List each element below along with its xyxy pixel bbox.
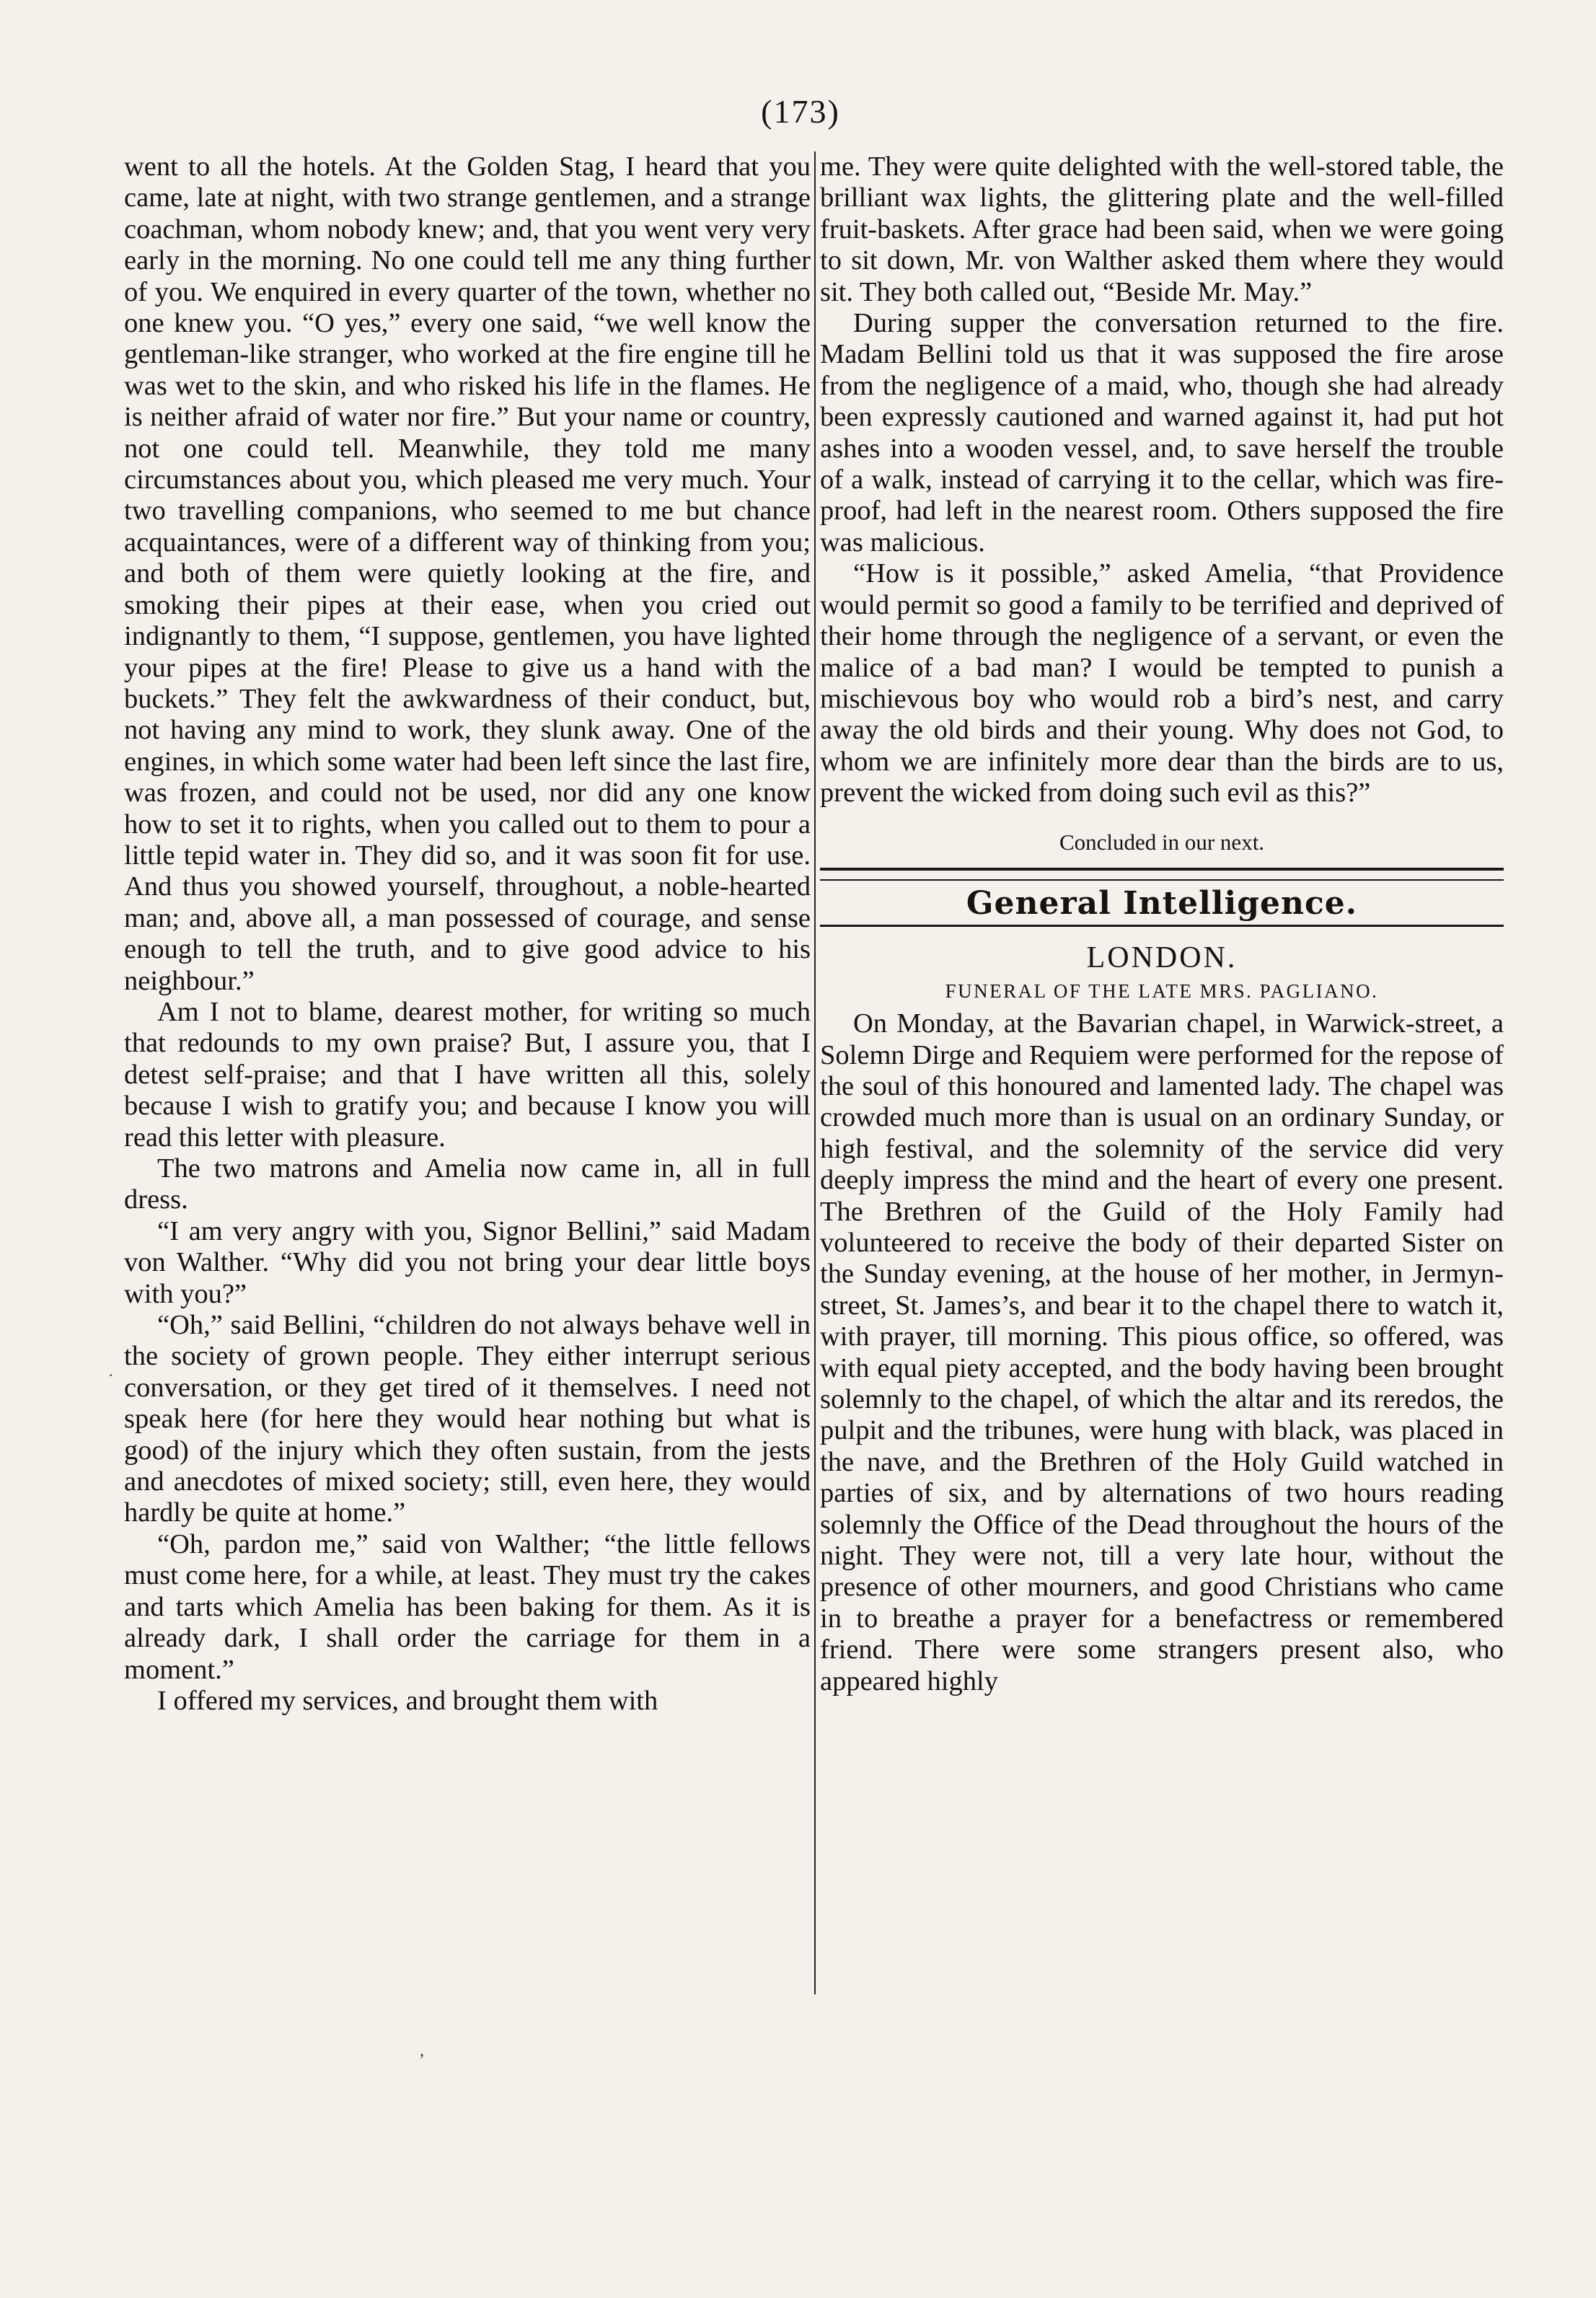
heading-rule (820, 925, 1504, 927)
left-paragraph-6: “Oh, pardon me,” said von Walther; “the little fellows must come here, for a while, at least. They must try the cakes and tarts which Amelia has been baking for them. As it is already dark, I shall order the carriage for them in a moment.” (124, 1528, 811, 1685)
article-paragraph: On Monday, at the Bavarian chapel, in Warwick-street, a Solemn Dirge and Requiem were performed for the repose of the soul of this honoured and lamented lady. The chapel was crowded much more than is usual on an ordinary Sunday, or high festival, and the solemnity of the service did very deeply impress the mind and the heart of every one present. The Brethren of the Guild of the Holy Family had volunteered to receive the body of their departed Sister on the Sunday evening, at the house of her mother, in Jermyn-street, St. James’s, and bear it to the chapel there to watch it, with prayer, till morning. This pious office, so offered, was with equal piety accepted, and the body having been brought solemnly to the chapel, of which the altar and its reredos, the pulpit and the tribunes, were hung with black, was placed in the nave, and the Brethren of the Holy Guild watched in parties of six, and by alternations of two hours reading solemnly the Office of the Dead throughout the hours of the night. They were not, till a very late hour, without the presence of other mourners, and good Christians who came in to breathe a prayer for a benefactress or remembered friend. There were some strangers present also, who appeared highly (820, 1008, 1504, 1696)
concluded-note: Concluded in our next. (1059, 829, 1265, 855)
section-heading: General Intelligence. (966, 884, 1358, 922)
left-paragraph-2: Am I not to blame, dearest mother, for writing so much that redounds to my own praise? But, I assure you, that I detest self-praise; and that I have written all this, solely because I wish to gratify you; and because I know you will read this letter with pleasure. (124, 996, 811, 1153)
right-column (820, 151, 1504, 1697)
margin-dot: · (108, 1366, 114, 1384)
city-heading: LONDON. (1086, 941, 1238, 975)
column-divider (814, 151, 816, 1994)
right-paragraph-2: During supper the conversation returned to the fire. Madam Bellini told us that it was supposed the fire arose from the negligence of a maid, who, though she had already been expressly cautioned and warned against it, had put hot ashes into a wooden vessel, and, to save herself the trouble of a walk, instead of carrying it to the cellar, which was fire-proof, had left in the nearest room. Others supposed the fire was malicious. (820, 308, 1504, 558)
left-column (124, 151, 811, 1717)
page-number: (173) (761, 93, 840, 130)
left-paragraph-3: The two matrons and Amelia now came in, all in full dress. (124, 1153, 811, 1215)
article-subhead: FUNERAL OF THE LATE MRS. PAGLIANO. (945, 979, 1379, 1002)
section-rule (820, 868, 1504, 881)
left-paragraph-1: went to all the hotels. At the Golden Stag, I heard that you came, late at night, with two strange gentlemen, and a strange coachman, whom nobody knew; and, that you went very very early in the morning. No one could tell me any thing further of you. We enquired in every quarter of the town, whether no one knew you. “O yes,” every one said, “we well know the gentleman-like stranger, who worked at the fire engine till he was wet to the skin, and who risked his life in the flames. He is neither afraid of water nor fire.” But your name or country, not one could tell. Meanwhile, they told me many circumstances about you, which pleased me very much. Your two travelling companions, who seemed to me but chance acquaintances, were of a different way of thinking from you; and both of them were quietly looking at the fire, and smoking their pipes at their ease, when you cried out indignantly to them, “I suppose, gentlemen, you have lighted your pipes at the fire! Please to give us a hand with the buckets.” They felt the awkwardness of their conduct, but, not having any mind to work, they slunk away. One of the engines, in which some water had been left since the last fire, was frozen, and could not be used, nor did any one know how to set it to rights, when you called out to them to pour a little tepid water in. They did so, and it was soon fit for use. And thus you showed yourself, throughout, a noble-hearted man; and, above all, a man possessed of courage, and sense enough to tell the truth, and to give good advice to his neighbour.” (124, 151, 811, 996)
right-paragraph-1: me. They were quite delighted with the well-stored table, the brilliant wax lights, the glittering plate and the well-filled fruit-baskets. After grace had been said, when we were going to sit down, Mr. von Walther asked them where they would sit. They both called out, “Beside Mr. May.” (820, 151, 1504, 307)
left-paragraph-7: I offered my services, and brought them with (157, 1685, 658, 1716)
stray-ink-mark: , (420, 2041, 424, 2060)
right-paragraph-3: “How is it possible,” asked Amelia, “that Providence would permit so good a family to be terrified and deprived of their home through the negligence of a servant, or even the malice of a bad man? I would be tempted to punish a mischievous boy who would rob a bird’s nest, and carry away the old birds and their young. Why does not God, to whom we are infinitely more dear than the birds are to us, prevent the wicked from doing such evil as this?” (820, 558, 1504, 809)
left-paragraph-5: “Oh,” said Bellini, “children do not always behave well in the society of grown people. They either interrupt serious conversation, or they get tired of it themselves. I need not speak here (for here they would hear nothing but what is good) of the injury which they often sustain, from the jests and anecdotes of mixed society; still, even here, they would hardly be quite at home.” (124, 1310, 811, 1528)
left-paragraph-4: “I am very angry with you, Signor Bellini,” said Madam von Walther. “Why did you not bring your dear little boys with you?” (124, 1215, 811, 1309)
